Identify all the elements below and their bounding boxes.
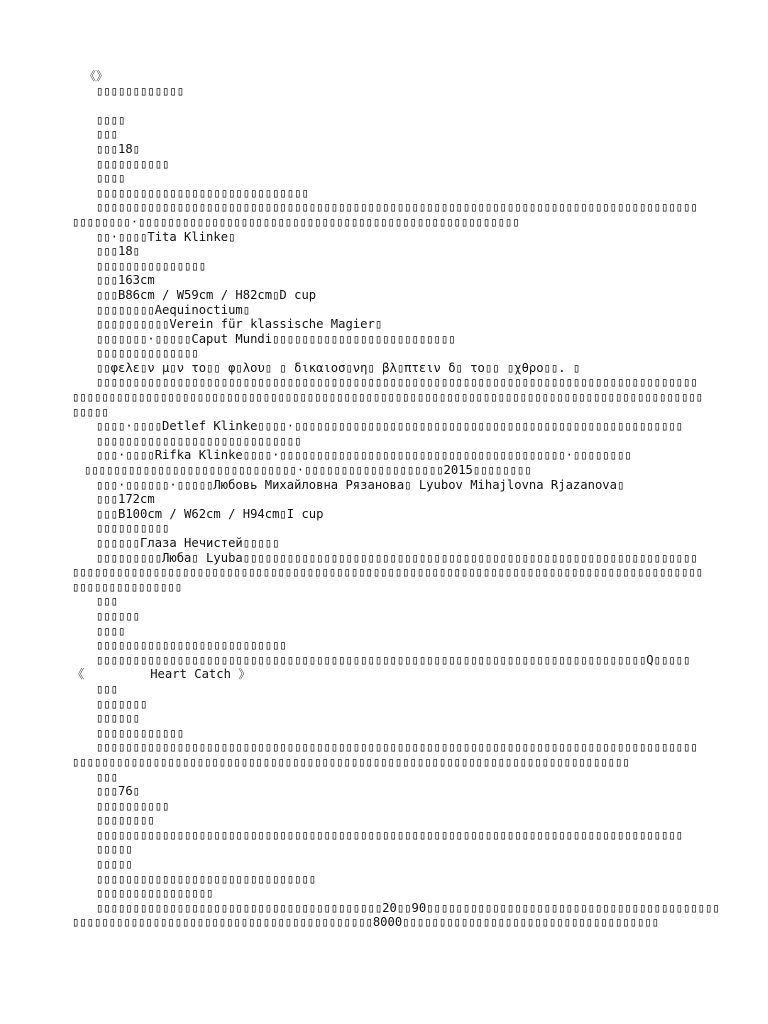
text-line: ▯▯▯▯▯▯▯▯▯▯▯▯▯▯▯▯▯▯▯▯▯▯▯▯▯▯▯▯▯▯▯▯▯▯▯▯▯▯▯▯▯▯▯▯▯▯▯▯▯▯▯▯▯▯▯▯▯▯▯▯▯▯▯▯▯▯▯▯▯▯▯▯▯▯▯▯ [72,754,630,769]
text-line: ▯▯▯▯▯▯▯·▯▯▯▯▯Caput Mundi▯▯▯▯▯▯▯▯▯▯▯▯▯▯▯▯▯▯▯▯▯▯▯▯▯ [96,331,456,346]
text-line: ▯▯▯▯▯ [96,842,133,857]
text-line: ▯▯▯ [96,769,119,784]
text-line: ▯▯▯▯▯▯▯▯▯▯▯▯▯▯▯ [72,579,183,594]
text-line: ▯▯▯▯▯ [96,857,133,872]
text-line: ▯▯▯▯▯▯▯▯▯▯▯▯▯▯ [96,346,199,361]
text-line: ▯▯▯▯ [96,171,126,186]
text-line: ▯▯▯ [96,594,119,609]
text-line: ▯▯▯▯▯▯▯▯▯▯▯▯▯▯▯▯▯▯▯▯▯▯▯▯▯▯▯▯▯·▯▯▯▯▯▯▯▯▯▯▯▯▯▯▯▯▯▯▯2015▯▯▯▯▯▯▯▯ [84,463,532,478]
text-line: ▯▯▯76▯ [96,784,141,799]
text-line: ▯▯▯ [96,681,119,696]
text-line: ▯▯▯▯▯▯ [96,711,141,726]
text-line: ▯▯▯▯▯▯▯▯▯▯▯▯ [96,83,185,98]
text-line: ▯▯▯B86cm / W59cm / H82cm▯D cup [96,287,317,302]
text-line: ▯▯▯▯▯▯▯▯▯▯▯▯▯▯▯▯▯▯▯▯▯▯▯▯▯▯▯▯ [96,433,302,448]
text-line: ▯▯▯▯▯▯▯▯▯▯▯▯▯▯▯▯▯▯▯▯▯▯▯▯▯▯▯▯▯▯▯▯▯▯▯▯▯▯▯▯▯8000▯▯▯▯▯▯▯▯▯▯▯▯▯▯▯▯▯▯▯▯▯▯▯▯▯▯▯▯▯▯▯▯▯▯▯ [72,915,659,930]
text-line: ▯▯▯▯▯▯▯▯▯▯ [96,798,170,813]
text-line: ▯▯▯▯▯▯▯▯▯▯▯▯▯▯▯▯▯▯▯▯▯▯▯▯▯▯▯▯▯▯▯▯▯▯▯▯▯▯▯20▯▯90▯▯▯▯▯▯▯▯▯▯▯▯▯▯▯▯▯▯▯▯▯▯▯▯▯▯▯▯▯▯▯▯▯▯▯▯▯▯▯▯ [96,900,720,915]
text-line: ▯▯▯▯▯▯▯▯▯▯▯▯▯▯▯▯▯▯▯▯▯▯▯▯▯▯▯▯▯▯ [96,871,317,886]
text-line: ▯▯▯▯▯▯▯▯▯▯▯▯ [96,725,185,740]
text-line: ▯▯▯172cm [96,492,155,507]
text-line: ▯▯▯▯▯▯▯▯Aequinoctium▯ [96,302,251,317]
document-title: 《》 [84,69,109,83]
text-line: ▯▯▯▯▯▯▯▯▯Люба▯ Lyuba▯▯▯▯▯▯▯▯▯▯▯▯▯▯▯▯▯▯▯▯▯▯▯▯▯▯▯▯▯▯▯▯▯▯▯▯▯▯▯▯▯▯▯▯▯▯▯▯▯▯▯▯▯▯▯▯▯▯▯▯▯▯ [96,550,698,565]
text-line: ▯▯▯▯▯▯▯▯▯▯▯▯▯▯▯▯▯▯▯▯▯▯▯▯▯▯▯▯▯▯▯▯▯▯▯▯▯▯▯▯▯▯▯▯▯▯▯▯▯▯▯▯▯▯▯▯▯▯▯▯▯▯▯▯▯▯▯▯▯▯▯▯▯▯▯▯▯▯▯▯▯▯ [96,740,698,755]
text-line: ▯▯▯▯▯ [72,404,109,419]
text-line [0,98,768,113]
text-line: ▯▯▯▯▯▯▯ [96,696,148,711]
text-line: ▯▯▯▯▯▯▯▯▯▯▯▯▯▯▯▯▯▯▯▯▯▯▯▯▯▯ [96,638,287,653]
text-line: ▯▯▯B100cm / W62cm / H94cm▯I cup [96,506,324,521]
text-line: ▯▯▯▯▯▯▯▯▯▯▯▯▯▯▯▯ [96,886,214,901]
document-body [0,69,768,930]
text-line: ▯▯▯·▯▯▯▯Rifka Klinke▯▯▯▯·▯▯▯▯▯▯▯▯▯▯▯▯▯▯▯▯▯▯▯▯▯▯▯▯▯▯▯▯▯▯▯▯▯▯▯▯▯▯▯·▯▯▯▯▯▯▯▯ [96,448,632,463]
text-line: ▯▯▯163cm [96,273,155,288]
text-line: ▯▯▯▯▯▯▯▯▯▯▯▯▯▯▯▯▯▯▯▯▯▯▯▯▯▯▯▯▯▯▯▯▯▯▯▯▯▯▯▯▯▯▯▯▯▯▯▯▯▯▯▯▯▯▯▯▯▯▯▯▯▯▯▯▯▯▯▯▯▯▯▯▯▯▯▯▯▯▯▯ [96,827,683,842]
text-line: ▯▯φελε▯ν μ▯ν το▯▯ φ▯λου▯ ▯ δικαιοσ▯νη▯ βλ▯πτειν δ▯ το▯▯ ▯χθρο▯▯. ▯ [96,360,581,375]
text-line: ▯▯▯▯▯▯▯▯▯▯▯▯▯▯▯▯▯▯▯▯▯▯▯▯▯▯▯▯▯▯▯▯▯▯▯▯▯▯▯▯▯▯▯▯▯▯▯▯▯▯▯▯▯▯▯▯▯▯▯▯▯▯▯▯▯▯▯▯▯▯▯▯▯▯▯▯▯▯▯▯▯▯▯▯▯▯ [72,390,704,405]
text-line: ▯▯▯18▯ [96,244,141,259]
text-line: ▯▯▯▯▯▯▯▯▯▯ [96,521,170,536]
text-line: ▯▯▯▯▯▯▯▯▯▯▯▯▯▯▯▯▯▯▯▯▯▯▯▯▯▯▯▯▯ [96,185,309,200]
text-line: ▯▯▯▯▯▯▯▯▯▯▯▯▯▯▯▯▯▯▯▯▯▯▯▯▯▯▯▯▯▯▯▯▯▯▯▯▯▯▯▯▯▯▯▯▯▯▯▯▯▯▯▯▯▯▯▯▯▯▯▯▯▯▯▯▯▯▯▯▯▯▯▯▯▯▯▯▯▯▯▯▯▯ [96,200,698,215]
text-line: 《 Heart Catch 》 [72,667,251,682]
text-line: ▯▯▯▯▯▯Глаза Нечистей▯▯▯▯▯ [96,536,280,550]
text-line: ▯▯▯ [96,127,119,142]
text-line: ▯▯▯▯▯▯ [96,608,141,623]
text-line: ▯▯▯▯▯▯▯▯·▯▯▯▯▯▯▯▯▯▯▯▯▯▯▯▯▯▯▯▯▯▯▯▯▯▯▯▯▯▯▯▯▯▯▯▯▯▯▯▯▯▯▯▯▯▯▯▯▯▯▯▯ [72,214,520,229]
text-line: ▯▯▯▯▯▯▯▯ [96,813,155,828]
text-line: ▯▯▯▯▯▯▯▯▯▯▯▯▯▯▯ [96,258,207,273]
text-line: ▯▯▯▯▯▯▯▯▯▯Verein für klassische Magier▯ [96,317,383,332]
text-line: ▯▯▯·▯▯▯▯▯▯·▯▯▯▯▯Любовь Михайловна Рязанова▯ Lyubov Mihajlovna Rjazanova▯ [96,477,625,492]
text-line: ▯▯▯▯▯▯▯▯▯▯▯▯▯▯▯▯▯▯▯▯▯▯▯▯▯▯▯▯▯▯▯▯▯▯▯▯▯▯▯▯▯▯▯▯▯▯▯▯▯▯▯▯▯▯▯▯▯▯▯▯▯▯▯▯▯▯▯▯▯▯▯▯▯▯▯Q▯▯▯▯▯ [96,652,691,667]
text-line: ▯▯▯▯ [96,623,126,638]
text-line: ▯▯·▯▯▯▯Tita Klinke▯ [96,229,236,244]
text-line: ▯▯▯▯ [96,112,126,127]
text-line: ▯▯▯▯▯▯▯▯▯▯▯▯▯▯▯▯▯▯▯▯▯▯▯▯▯▯▯▯▯▯▯▯▯▯▯▯▯▯▯▯▯▯▯▯▯▯▯▯▯▯▯▯▯▯▯▯▯▯▯▯▯▯▯▯▯▯▯▯▯▯▯▯▯▯▯▯▯▯▯▯▯▯▯▯▯▯ [72,565,704,580]
text-line: ▯▯▯▯▯▯▯▯▯▯ [96,156,170,171]
text-line: ▯▯▯18▯ [96,141,141,156]
text-line: ▯▯▯▯▯▯▯▯▯▯▯▯▯▯▯▯▯▯▯▯▯▯▯▯▯▯▯▯▯▯▯▯▯▯▯▯▯▯▯▯▯▯▯▯▯▯▯▯▯▯▯▯▯▯▯▯▯▯▯▯▯▯▯▯▯▯▯▯▯▯▯▯▯▯▯▯▯▯▯▯▯▯ [96,375,698,390]
text-line: ▯▯▯▯·▯▯▯▯Detlef Klinke▯▯▯▯·▯▯▯▯▯▯▯▯▯▯▯▯▯▯▯▯▯▯▯▯▯▯▯▯▯▯▯▯▯▯▯▯▯▯▯▯▯▯▯▯▯▯▯▯▯▯▯▯▯▯▯▯▯ [96,419,683,434]
